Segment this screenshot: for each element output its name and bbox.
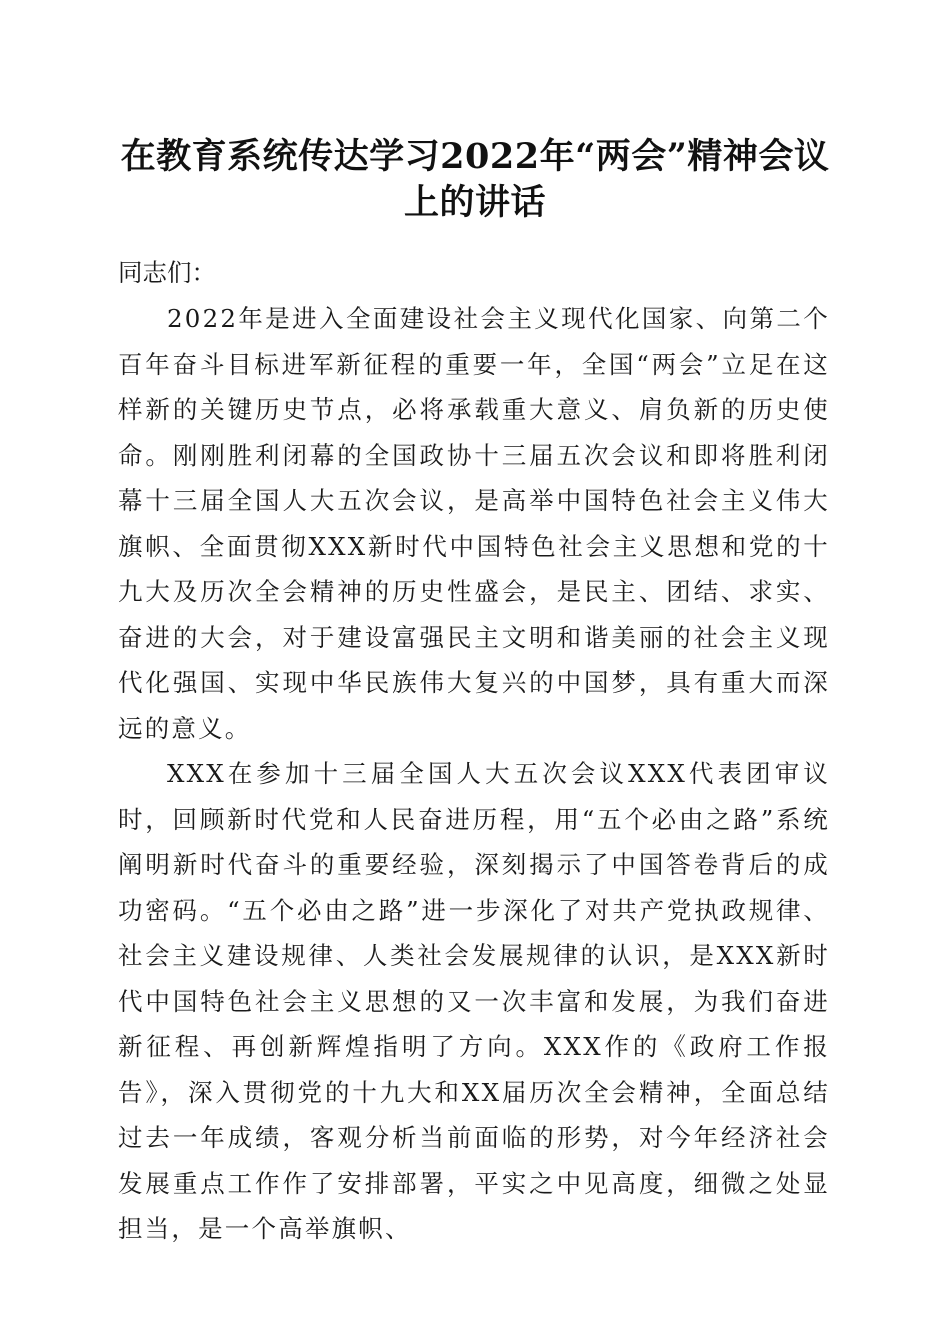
document-title: 在教育系统传达学习2022年“两会”精神会议上的讲话: [120, 136, 830, 223]
paragraph: XXX在参加十三届全国人大五次会议XXX代表团审议时，回顾新时代党和人民奋进历程，用“五个必由之路”系统阐明新时代奋斗的重要经验，深刻揭示了中国答卷背后的成功密码。“五个必由之路”进一步深化了对共产党执政规律、社会主义建设规律、人类社会发展规律的认识，是XXX新时代中国特色社会主义思想的又一次丰富和发展，为我们奋进新征程、再创新辉煌指明了方向。XXX作的《政府工作报告》，深入贯彻党的十九大和XX届历次全会精神，全面总结过去一年成绩，客观分析当前面临的形势，对今年经济社会发展重点工作作了安排部署，平实之中见高度，细微之处显担当，是一个高举旗帜、: [118, 759, 830, 1243]
document-body: [118, 250, 830, 1252]
salutation: 同志们：: [118, 258, 216, 287]
paragraph: 2022年是进入全面建设社会主义现代化国家、向第二个百年奋斗目标进军新征程的重要一年，全国“两会”立足在这样新的关键历史节点，必将承载重大意义、肩负新的历史使命。刚刚胜利闭幕的全国政协十三届五次会议和即将胜利闭幕十三届全国人大五次会议，是高举中国特色社会主义伟大旗帜、全面贯彻XXX新时代中国特色社会主义思想和党的十九大及历次全会精神的历史性盛会，是民主、团结、求实、奋进的大会，对于建设富强民主文明和谐美丽的社会主义现代化强国、实现中华民族伟大复兴的中国梦，具有重大而深远的意义。: [118, 304, 830, 743]
